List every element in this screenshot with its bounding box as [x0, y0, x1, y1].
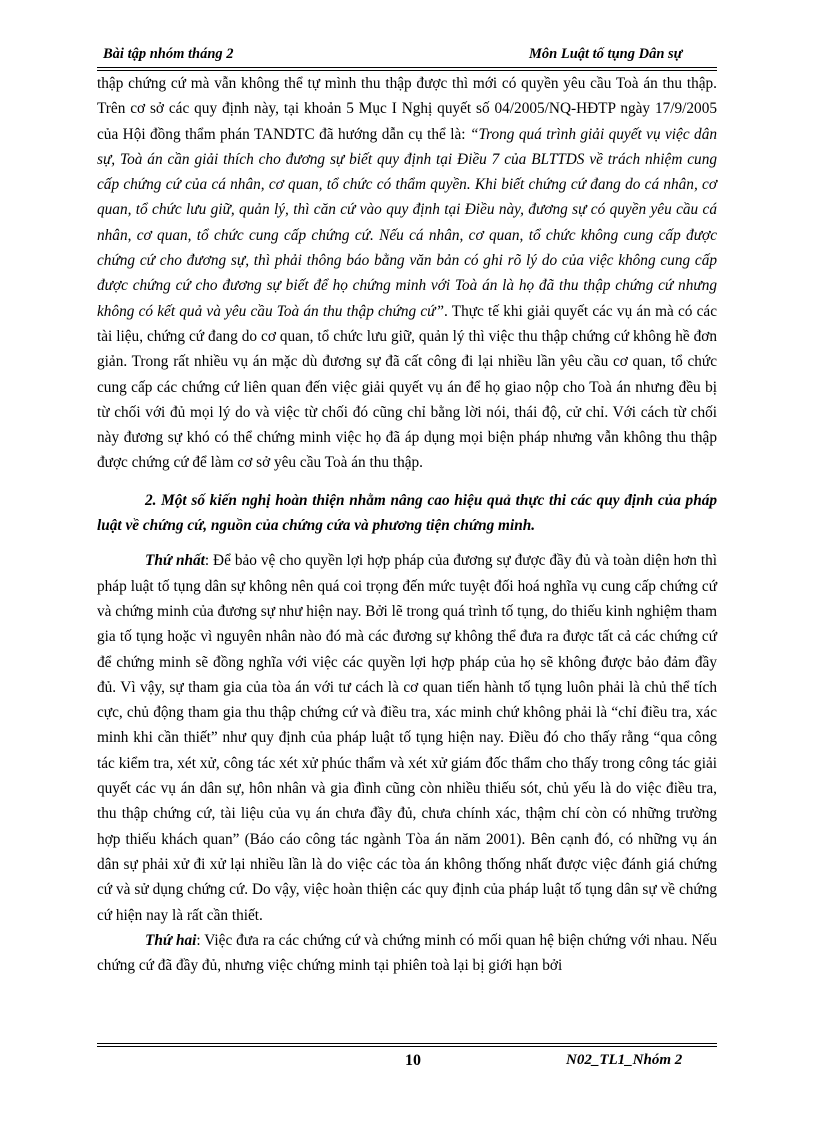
- paragraph-2-text: : Để bảo vệ cho quyền lợi hợp pháp của đương sự được đầy đủ và toàn diện hơn thì pháp luật tố tụng dân sự không nên quá coi trọng đến mức tuyệt đối hoá nghĩa vụ cung cấp chứng cứ và chứng minh của đương sự như hiện nay. Bởi lẽ trong quá trình tố tụng, do thiếu kinh nghiệm tham gia tố tụng hoặc vì nguyên nhân nào đó mà các đương sự không thể đưa ra được tất cả các chứng cứ để chứng minh sẽ đồng nghĩa với việc các quyền lợi hợp pháp của họ sẽ không được bảo đảm đầy đủ. Vì vậy, sự tham gia của tòa án với tư cách là cơ quan tiến hành tố tụng luôn phải là chủ thể tích cực, chủ động tham gia thu thập chứng cứ và điều tra, xác minh chứ không phải là “chỉ điều tra, xác minh khi cần thiết” như quy định của pháp luật tố tụng hiện nay. Điều đó cho thấy rằng “qua công tác kiểm tra, xét xử, công tác xét xử phúc thẩm và xét xử giám đốc thẩm cho thấy trong công tác giải quyết các vụ án dân sự, hôn nhân và gia đình cũng còn nhiều thiếu sót, chủ yếu là do việc điều tra, thu thập chứng cứ, tài liệu của vụ án chưa đầy đủ, chưa chính xác, thậm chí còn có những trường hợp thiếu khách quan” (Báo cáo công tác ngành Tòa án năm 2001). Bên cạnh đó, có những vụ án dân sự phải xử đi xử lại nhiều lần là do việc các tòa án không thống nhất được việc đánh giá chứng cứ và sử dụng chứng cứ. Do vậy, việc hoàn thiện các quy định của pháp luật tố tụng dân sự về chứng cứ hiện nay là rất cần thiết.: [97, 552, 718, 924]
- paragraph-3: [97, 928, 717, 979]
- document-body: [97, 71, 717, 978]
- paragraph-2-lead: Thứ nhất: [145, 552, 205, 570]
- footer-divider: [97, 1043, 717, 1047]
- paragraph-1: [97, 71, 717, 476]
- paragraph-2: [97, 548, 717, 927]
- resolution-quote: “Trong quá trình giải quyết vụ việc dân sự, Toà án cần giải thích cho đương sự biết quy định tại Điều 7 của BLTTDS về trách nhiệm cung cấp chứng cứ của cá nhân, cơ quan, tổ chức có thẩm quyền. Khi biết chứng cứ đang do cá nhân, cơ quan, tổ chức lưu giữ, quản lý, thì căn cứ vào quy định tại Điều này, đương sự có quyền yêu cầu cá nhân, cơ quan, tổ chức cung cấp chứng cứ. Nếu cá nhân, cơ quan, tổ chức không cung cấp được chứng cứ cho đương sự, thì phải thông báo bằng văn bản có ghi rõ lý do của việc không cung cấp được chứng cứ cho đương sự biết để họ chứng minh với Toà án là họ đã thu thập chứng cứ nhưng không có kết quả và yêu cầu Toà án thu thập chứng cứ”: [97, 125, 718, 320]
- section-heading: 2. Một số kiến nghị hoàn thiện nhằm nâng cao hiệu quả thực thi các quy định của pháp luật về chứng cứ, nguồn của chứng cứa và phương tiện chứng minh.: [97, 491, 717, 535]
- paragraph-1-rest: . Thực tế khi giải quyết các vụ án mà có các tài liệu, chứng cứ đang do cơ quan, tổ chức lưu giữ, quản lý thì việc thu thập chứng cứ không hề đơn giản. Trong rất nhiều vụ án mặc dù đương sự đã cất công đi lại nhiều lần yêu cầu cơ quan, tổ chức cung cấp các chứng cứ liên quan đến việc giải quyết vụ án để họ giao nộp cho Toà án nhưng đều bị từ chối với đủ mọi lý do và việc từ chối đó cũng chỉ bằng lời nói, thái độ, cử chỉ. Với cách từ chối này đương sự khó có thể chứng minh việc họ đã áp dụng mọi biện pháp nhưng vẫn không thu thập được chứng cứ để làm cơ sở yêu cầu Toà án thu thập.: [97, 302, 717, 472]
- paragraph-1-lead: thập chứng cứ mà vẫn không thể tự mình thu thập được thì mới có quyền yêu cầu Toà án thu thập. Trên cơ sở các quy định này, tại khoản 5 Mục I Nghị quyết số 04/2005/NQ-HĐTP ngày 17/9/2005 của Hội đồng thẩm phán TANDTC đã hướng dẫn cụ thể là:: [97, 75, 717, 143]
- paragraph-3-text: : Việc đưa ra các chứng cứ và chứng minh có mối quan hệ biện chứng với nhau. Nếu chứng cứ đã đầy đủ, nhưng việc chứng minh tại phiên toà lại bị giới hạn bởi: [97, 931, 717, 975]
- footer-group-label: N02_TL1_Nhóm 2: [566, 1052, 683, 1068]
- page-number: 10: [405, 1052, 421, 1069]
- header-right-title: Môn Luật tố tụng Dân sự: [529, 46, 683, 62]
- paragraph-3-lead: Thứ hai: [145, 931, 197, 949]
- header-left-title: Bài tập nhóm tháng 2: [103, 46, 234, 62]
